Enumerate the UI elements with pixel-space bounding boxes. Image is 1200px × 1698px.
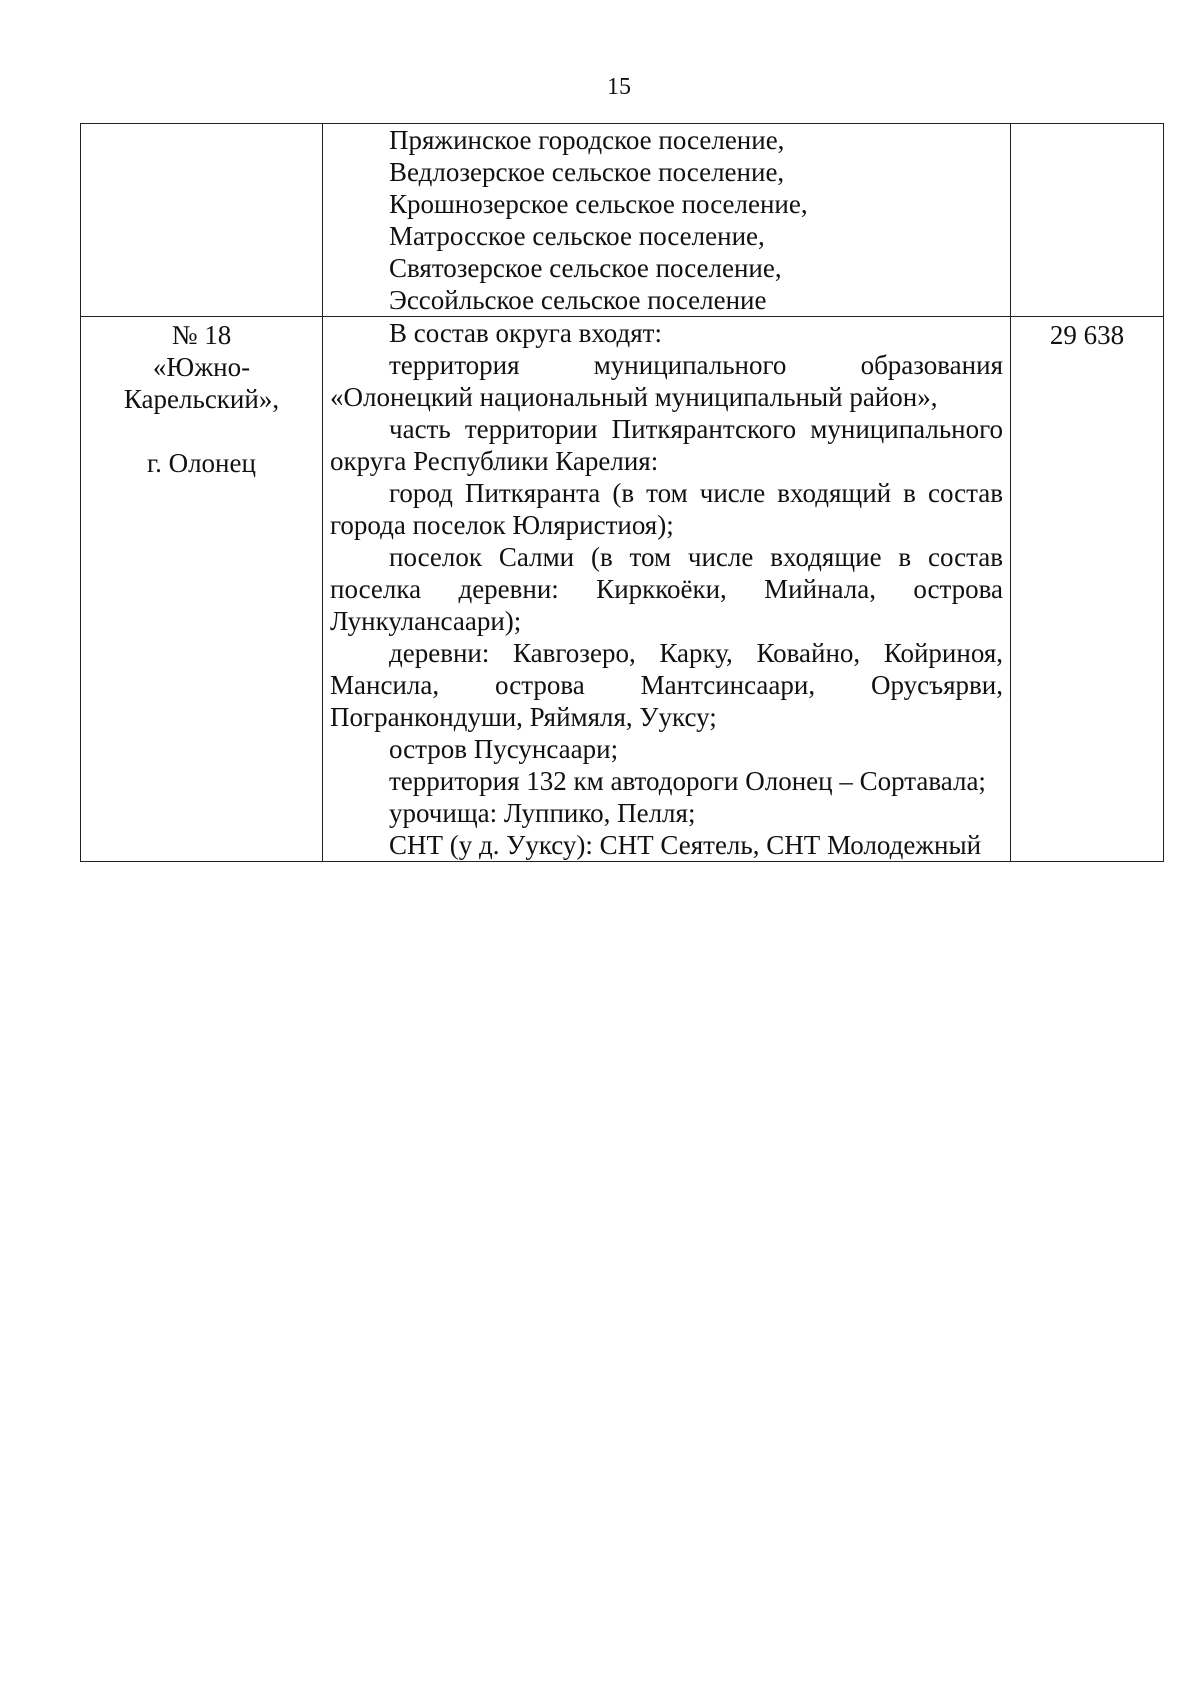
settlement-line: Святозерское сельское поселение,	[389, 253, 782, 283]
composition-paragraph: остров Пусунсаари;	[389, 734, 619, 764]
composition-paragraph: урочища: Луппико, Пелля;	[389, 798, 696, 828]
composition-paragraph: часть территории Питкярантского муниципального округа Республики Карелия:	[330, 414, 1003, 476]
voter-count: 29 638	[1049, 320, 1125, 350]
district-name-cell	[81, 124, 323, 317]
table-row	[81, 124, 1164, 317]
composition-paragraph: В состав округа входят:	[389, 318, 662, 348]
composition-paragraph: территория муниципального образования «Олонецкий национальный муниципальный район»,	[330, 350, 1003, 412]
composition-paragraph: город Питкяранта (в том числе входящий в состав города поселок Юляристиоя);	[330, 478, 1003, 540]
composition-paragraph: СНТ (у д. Ууксу): СНТ Сеятель, СНТ Молодежный	[389, 830, 982, 860]
settlement-line: Ведлозерское сельское поселение,	[389, 157, 785, 187]
composition-paragraph: деревни: Кавгозеро, Карку, Ковайно, Койриноя, Мансила, острова Мантсинсаари, Орусъярви, Погранкондуши, Ряймяля, Ууксу;	[330, 638, 1003, 732]
composition-paragraph: поселок Салми (в том числе входящие в состав поселка деревни: Кирккоёки, Мийнала, острова Лункулансаари);	[330, 542, 1003, 636]
district-name: Карельский»,	[123, 384, 280, 414]
district-center: г. Олонец	[147, 448, 256, 478]
page-number: 15	[607, 74, 631, 100]
voter-count-cell	[1011, 124, 1164, 317]
settlement-line: Крошнозерское сельское поселение,	[389, 189, 808, 219]
spacer	[88, 415, 315, 447]
districts-table	[80, 123, 1164, 862]
district-number: № 18	[171, 320, 232, 350]
district-name: «Южно-	[152, 352, 251, 382]
voter-count-cell	[1011, 317, 1164, 862]
settlement-line: Пряжинское городское поселение,	[389, 125, 785, 155]
settlement-line: Матросское сельское поселение,	[389, 221, 765, 251]
table-row	[81, 317, 1164, 862]
district-name-cell	[81, 317, 323, 862]
district-composition-cell	[323, 124, 1011, 317]
district-composition-cell	[323, 317, 1011, 862]
settlement-line: Эссойльское сельское поселение	[389, 285, 767, 315]
composition-paragraph: территория 132 км автодороги Олонец – Сортавала;	[389, 766, 986, 796]
